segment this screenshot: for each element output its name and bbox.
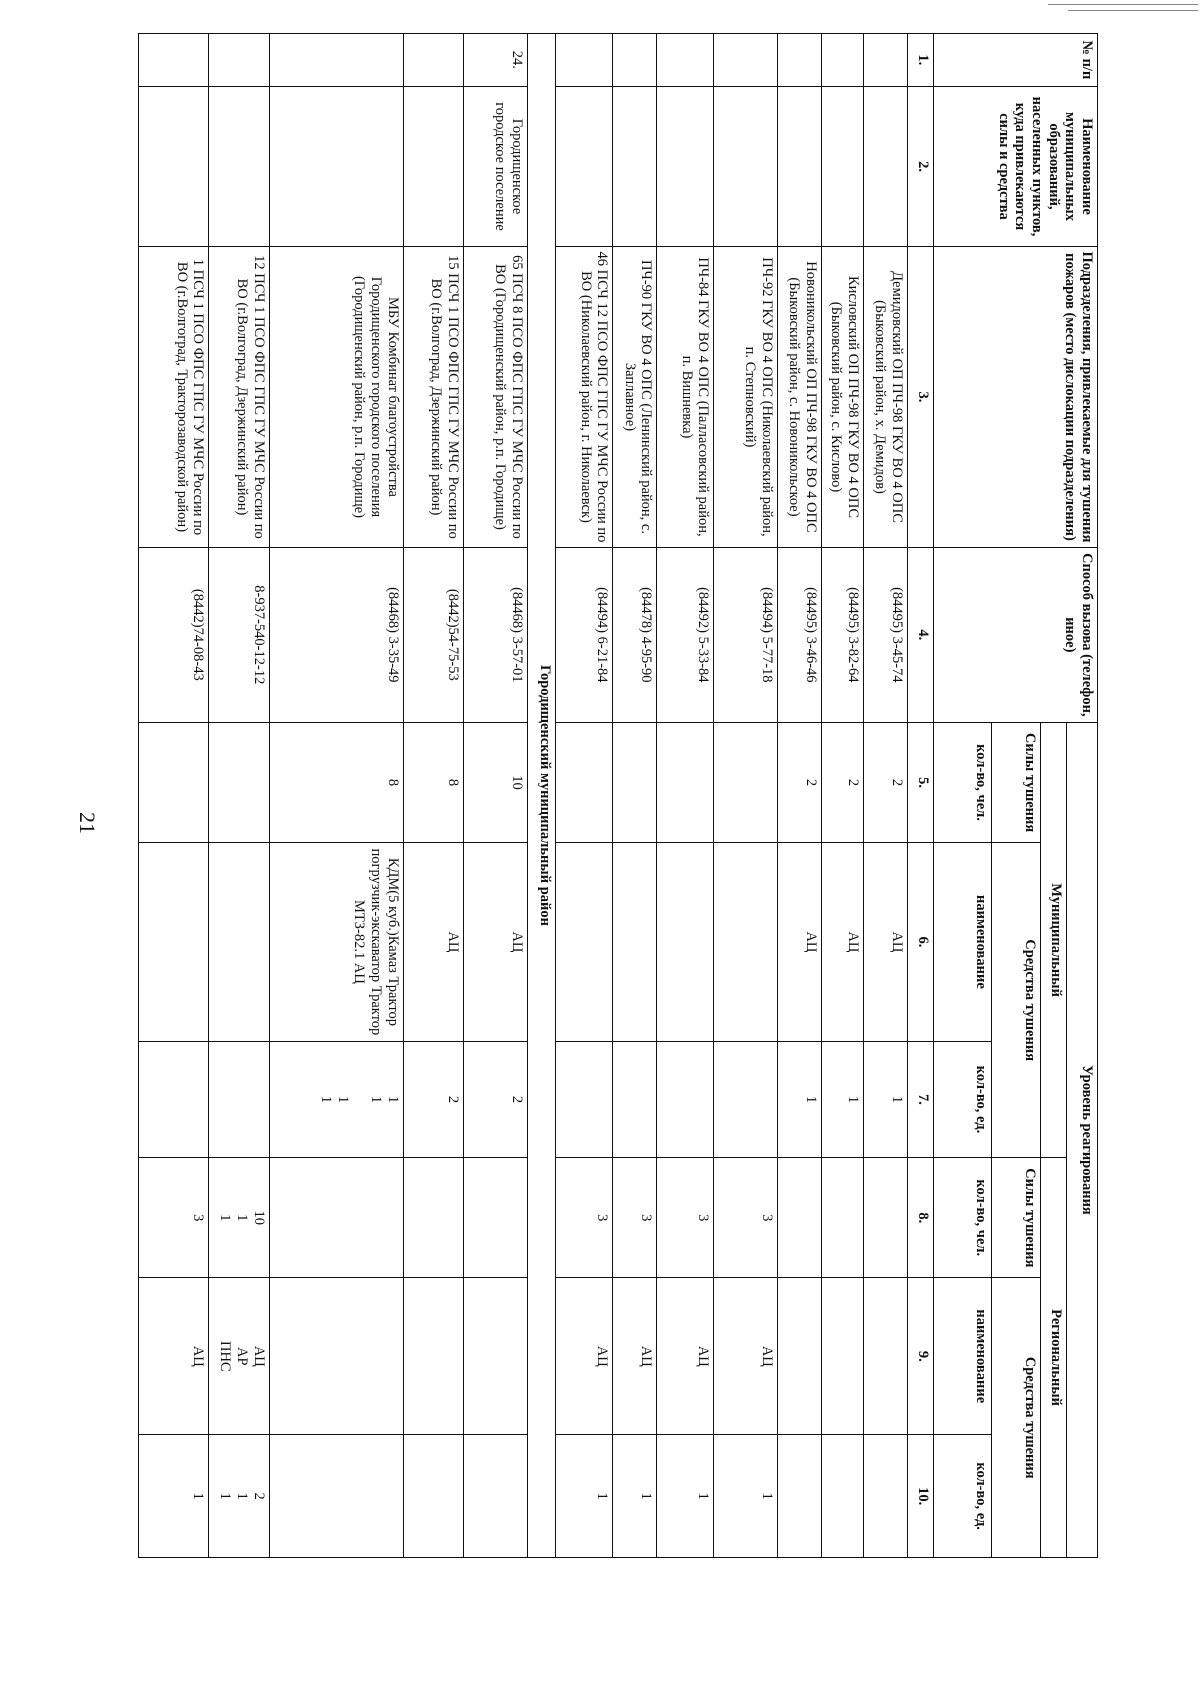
row-place <box>209 86 269 247</box>
row-m-qty: 1 <box>822 1041 864 1157</box>
row-m-qty <box>209 1041 269 1157</box>
col-number: 9. <box>908 1278 934 1435</box>
row-unit: ПЧ-84 ГКУ ВО 4 ОПС (Палласовский район, п. Вишневка) <box>657 247 714 547</box>
row-m-name <box>139 843 209 1042</box>
row-m-people: 8 <box>403 722 463 842</box>
row-m-name <box>657 843 714 1042</box>
rotated-table-wrapper <box>138 33 1098 1558</box>
row-m-name <box>714 843 778 1042</box>
row-phone: (84468) 3-35-49 <box>269 547 403 722</box>
row-m-people: 8 <box>269 722 403 842</box>
header-m-means: Средства тушения <box>991 843 1040 1158</box>
row-m-qty <box>556 1041 613 1157</box>
row-place <box>139 86 209 247</box>
row-r-people: 3 <box>139 1158 209 1278</box>
table-row <box>657 34 714 1558</box>
row-m-qty: 1 1 1 1 <box>269 1041 403 1157</box>
row-place <box>556 86 613 247</box>
row-place <box>864 86 908 247</box>
row-phone: (84494) 6-21-84 <box>556 547 613 722</box>
row-m-qty <box>139 1041 209 1157</box>
row-r-name: АЦ АР ПНС <box>209 1278 269 1435</box>
row-unit: Кисловский ОП ПЧ-98 ГКУ ВО 4 ОПС (Быковский район, с. Кислово) <box>822 247 864 547</box>
row-r-qty: 1 <box>613 1435 657 1558</box>
row-phone: (8442)74-08-43 <box>139 547 209 722</box>
row-place <box>403 86 463 247</box>
row-r-qty <box>778 1435 822 1558</box>
row-r-name <box>464 1278 528 1435</box>
row-r-people <box>822 1158 864 1278</box>
row-r-people: 3 <box>556 1158 613 1278</box>
row-r-name: АЦ <box>657 1278 714 1435</box>
table-row <box>778 34 822 1558</box>
page-number: 21 <box>75 812 100 834</box>
row-r-people: 10 1 1 <box>209 1158 269 1278</box>
row-unit: 46 ПСЧ 12 ПСО ФПС ГПС ГУ МЧС России по ВО (Николаевский район, г. Николаевск) <box>556 247 613 547</box>
col-number: 7. <box>908 1041 934 1157</box>
row-unit: ПЧ-90 ГКУ ВО 4 ОПС (Ленинский район, с. Заплавное) <box>613 247 657 547</box>
row-phone: (84492) 5-33-84 <box>657 547 714 722</box>
row-m-qty: 1 <box>778 1041 822 1157</box>
row-number <box>209 34 269 87</box>
row-r-qty: 1 <box>139 1435 209 1558</box>
row-r-qty: 1 <box>714 1435 778 1558</box>
row-m-name: АЦ <box>822 843 864 1042</box>
header-phone: Способ вызова (телефон, иное) <box>934 547 1098 722</box>
row-r-qty <box>269 1435 403 1558</box>
row-m-name: АЦ <box>778 843 822 1042</box>
row-unit: 15 ПСЧ 1 ПСО ФПС ГПС ГУ МЧС России по ВО (г.Волгоград, Дзержинский район) <box>403 247 463 547</box>
header-m-forces: Силы тушения <box>991 722 1040 842</box>
row-place <box>778 86 822 247</box>
table-row <box>403 34 463 1558</box>
row-phone: (84495) 3-46-46 <box>778 547 822 722</box>
row-r-name <box>864 1278 908 1435</box>
row-place: Городищенское городское поселение <box>464 86 528 247</box>
row-number <box>822 34 864 87</box>
header-level: Уровень реагирования <box>1067 722 1098 1557</box>
row-m-qty: 2 <box>464 1041 528 1157</box>
col-number: 8. <box>908 1158 934 1278</box>
row-place <box>822 86 864 247</box>
row-m-name <box>613 843 657 1042</box>
row-number <box>403 34 463 87</box>
row-r-qty <box>864 1435 908 1558</box>
fire-forces-table <box>138 33 1098 1558</box>
table-row <box>269 34 403 1558</box>
row-phone: (84495) 3-82-64 <box>822 547 864 722</box>
row-r-people <box>864 1158 908 1278</box>
row-m-name: АЦ <box>464 843 528 1042</box>
row-m-people: 2 <box>864 722 908 842</box>
row-r-people <box>403 1158 463 1278</box>
section-row <box>527 34 556 1558</box>
row-phone: (84494) 5-77-18 <box>714 547 778 722</box>
header-m-qty-people: кол-во, чел. <box>934 722 991 842</box>
col-number: 1. <box>908 34 934 87</box>
row-unit: МБУ Комбинат благоустройства Городищенского городского поселения (Городищенский район, р.п. Городище) <box>269 247 403 547</box>
row-number <box>778 34 822 87</box>
row-m-people: 10 <box>464 722 528 842</box>
row-place <box>657 86 714 247</box>
header-unit: Подразделения, привлекаемые для тушения пожаров (место дислокации подразделения) <box>934 247 1098 547</box>
row-place <box>269 86 403 247</box>
header-municipal: Муниципальный <box>1040 722 1066 1157</box>
row-r-people: 3 <box>714 1158 778 1278</box>
row-r-people: 3 <box>657 1158 714 1278</box>
row-m-name: АЦ <box>403 843 463 1042</box>
row-unit: ПЧ-92 ГКУ ВО 4 ОПС (Николаевский район, п. Степновский) <box>714 247 778 547</box>
row-r-name <box>269 1278 403 1435</box>
header-regional: Региональный <box>1040 1158 1066 1558</box>
row-phone: (8442)54-75-53 <box>403 547 463 722</box>
row-m-people: 2 <box>822 722 864 842</box>
row-m-name <box>556 843 613 1042</box>
row-number <box>864 34 908 87</box>
row-r-qty <box>822 1435 864 1558</box>
row-number <box>269 34 403 87</box>
table-row <box>864 34 908 1558</box>
row-r-people <box>464 1158 528 1278</box>
table-row <box>139 34 209 1558</box>
section-title: Городищенский муниципальный район <box>527 34 556 1558</box>
table-row <box>714 34 778 1558</box>
table-row <box>556 34 613 1558</box>
row-number <box>657 34 714 87</box>
header-r-qty-units: кол-во, ед. <box>934 1435 991 1558</box>
row-m-qty <box>613 1041 657 1157</box>
row-r-people <box>778 1158 822 1278</box>
col-number: 4. <box>908 547 934 722</box>
header-m-qty-units: кол-во, ед. <box>934 1041 991 1157</box>
row-m-people <box>714 722 778 842</box>
row-r-name: АЦ <box>556 1278 613 1435</box>
row-m-qty <box>657 1041 714 1157</box>
row-m-people <box>613 722 657 842</box>
row-m-name: КДМ(5 куб.)Камаз Трактор погрузчик-экскаватор Трактор МТЗ-82.1 АЦ <box>269 843 403 1042</box>
row-unit: Новоникольский ОП ПЧ-98 ГКУ ВО 4 ОПС (Быковский район, с. Новоникольское) <box>778 247 822 547</box>
row-number <box>139 34 209 87</box>
row-r-name: АЦ <box>714 1278 778 1435</box>
row-r-qty: 2 1 1 <box>209 1435 269 1558</box>
row-m-name <box>209 843 269 1042</box>
row-phone: (84478) 4-95-90 <box>613 547 657 722</box>
header-m-name: наименование <box>934 843 991 1042</box>
row-phone: (84468) 3-57-01 <box>464 547 528 722</box>
row-place <box>714 86 778 247</box>
row-number <box>613 34 657 87</box>
header-r-means: Средства тушения <box>991 1278 1040 1558</box>
header-r-forces: Силы тушения <box>991 1158 1040 1278</box>
row-r-name <box>822 1278 864 1435</box>
table-row <box>613 34 657 1558</box>
row-number <box>556 34 613 87</box>
row-r-people: 3 <box>613 1158 657 1278</box>
row-unit: 1 ПСЧ 1 ПСО ФПС ГПС ГУ МЧС России по ВО (г.Волгоград, Тракторозаводской район) <box>139 247 209 547</box>
row-m-qty: 2 <box>403 1041 463 1157</box>
row-r-people <box>269 1158 403 1278</box>
row-r-qty <box>464 1435 528 1558</box>
row-r-name <box>403 1278 463 1435</box>
header-num: № п/п <box>934 34 1098 87</box>
table-row <box>209 34 269 1558</box>
scan-edge-line <box>1048 4 1198 5</box>
row-m-people <box>209 722 269 842</box>
header-r-name: наименование <box>934 1278 991 1435</box>
row-m-people <box>556 722 613 842</box>
row-r-name <box>778 1278 822 1435</box>
row-m-name: АЦ <box>864 843 908 1042</box>
col-number: 10. <box>908 1435 934 1558</box>
row-r-qty: 1 <box>657 1435 714 1558</box>
col-number: 2. <box>908 86 934 247</box>
row-phone: 8-937-540-12-12 <box>209 547 269 722</box>
row-phone: (84495) 3-45-74 <box>864 547 908 722</box>
header-r-qty-people: кол-во, чел. <box>934 1158 991 1278</box>
row-place <box>613 86 657 247</box>
col-number: 3. <box>908 247 934 547</box>
col-number: 5. <box>908 722 934 842</box>
row-r-qty: 1 <box>556 1435 613 1558</box>
scan-edge-line-2 <box>1068 10 1198 11</box>
row-unit: Демидовский ОП ПЧ-98 ГКУ ВО 4 ОПС (Быковский район, х. Демидов) <box>864 247 908 547</box>
row-r-qty <box>403 1435 463 1558</box>
table-row <box>464 34 528 1558</box>
row-unit: 12 ПСЧ 1 ПСО ФПС ГПС ГУ МЧС России по ВО (г.Волгоград, Дзержинский район) <box>209 247 269 547</box>
row-m-qty <box>714 1041 778 1157</box>
row-unit: 65 ПСЧ 8 ПСО ФПС ГПС ГУ МЧС России по ВО (Городищенский район, р.п. Городище) <box>464 247 528 547</box>
row-number: 24. <box>464 34 528 87</box>
row-m-people: 2 <box>778 722 822 842</box>
col-number: 6. <box>908 843 934 1042</box>
header-place: Наименование муниципальных образований, населенных пунктов, куда привлекаются силы и средства <box>934 86 1098 247</box>
row-m-people <box>139 722 209 842</box>
row-m-people <box>657 722 714 842</box>
row-number <box>714 34 778 87</box>
row-m-qty: 1 <box>864 1041 908 1157</box>
row-r-name: АЦ <box>139 1278 209 1435</box>
row-r-name: АЦ <box>613 1278 657 1435</box>
table-row <box>822 34 864 1558</box>
